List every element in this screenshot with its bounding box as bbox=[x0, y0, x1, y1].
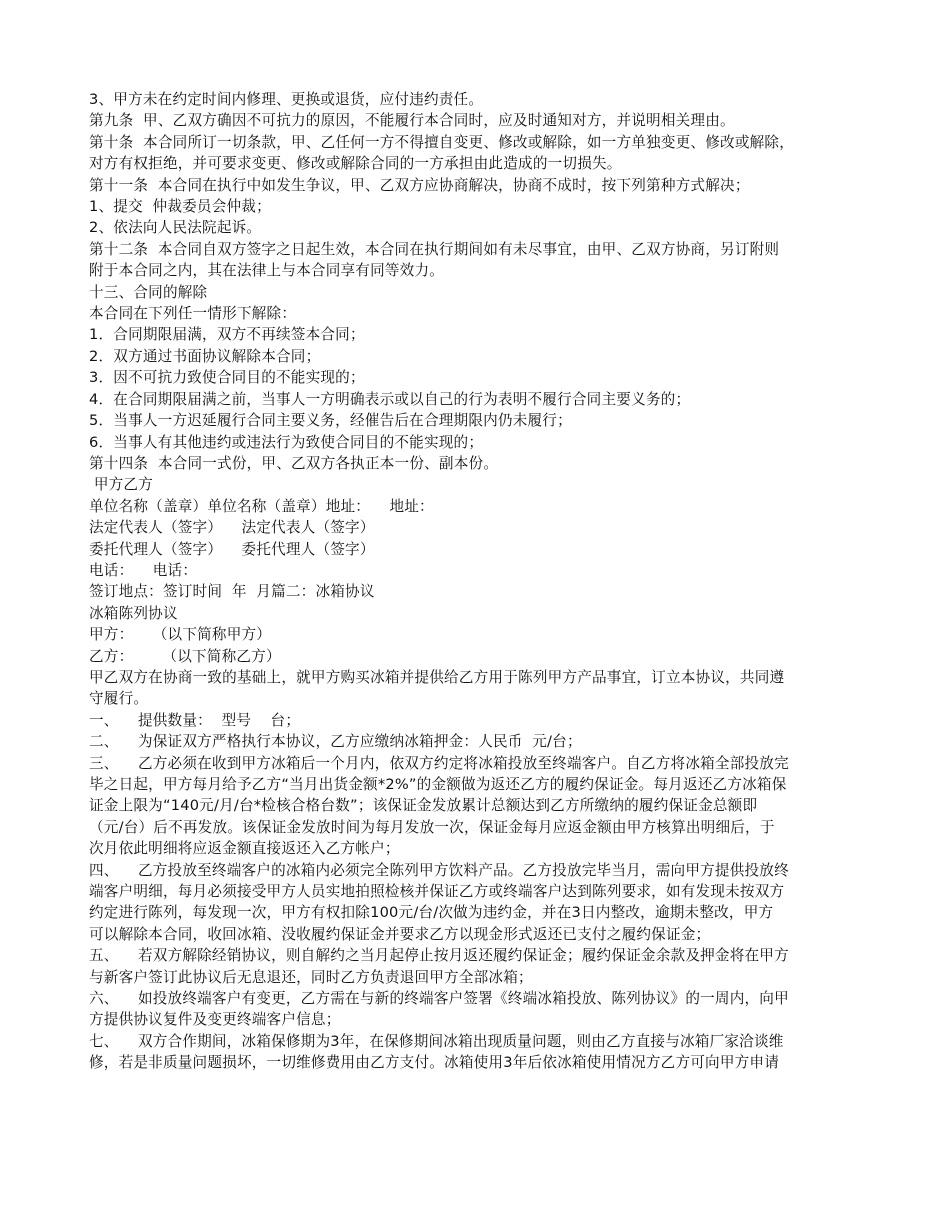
clause-line: 端客户明细，每月必须接受甲方人员实地拍照检核并保证乙方或终端客户达到陈列要求，如有发现未按双方 bbox=[89, 883, 785, 901]
list-item: 6．当事人有其他违约或违法行为致使合同目的不能实现的； bbox=[89, 433, 484, 451]
text-line: 守履行。 bbox=[89, 690, 149, 708]
text-line: 第十条 本合同所订一切条款，甲、乙任何一方不得擅自变更、修改或解除，如一方单独变更、修改或解除， bbox=[89, 133, 794, 151]
list-item: 4．在合同期限届满之前，当事人一方明确表示或以自己的行为表明不履行合同主要义务的； bbox=[89, 390, 691, 408]
text-line: 第十二条 本合同自双方签字之日起生效，本合同在执行期间如有未尽事宜，由甲、乙双方协商，另订附则 bbox=[89, 240, 780, 258]
text-line: 第十一条 本合同在执行中如发生争议，甲、乙双方应协商解决，协商不成时，按下列第种方式解决； bbox=[89, 176, 750, 194]
signature-header: 甲方乙方 bbox=[89, 476, 154, 494]
text-line: 第九条 甲、乙双方确因不可抗力的原因，不能履行本合同时，应及时通知对方，并说明相关理由。 bbox=[89, 112, 735, 130]
clause-line: 与新客户签订此协议后无息退还，同时乙方负责退回甲方全部冰箱； bbox=[89, 968, 533, 986]
text-line: 2、依法向人民法院起诉。 bbox=[89, 219, 262, 237]
section-heading: 十三、合同的解除 bbox=[89, 283, 208, 301]
clause-line: 证金上限为“140元/月/台*检核合格台数”；该保证金发放累计总额达到乙方所缴纳的履约保证金总额即 bbox=[89, 797, 758, 815]
list-item: 2．双方通过书面协议解除本合同； bbox=[89, 347, 321, 365]
text-line: 1、提交 仲裁委员会仲裁； bbox=[89, 198, 271, 216]
text-line: 3、甲方未在约定时间内修理、更换或退货，应付违约责任。 bbox=[89, 91, 484, 108]
text-line: 本合同在下列任一情形下解除： bbox=[89, 305, 297, 323]
signature-field: 签订地点：签订时间 年 月篇二：冰箱协议 bbox=[89, 583, 375, 601]
list-item: 5．当事人一方迟延履行合同主要义务，经催告后在合理期限内仍未履行； bbox=[89, 412, 572, 430]
clause-line: 次月依此明细将应返金额直接返还入乙方帐户； bbox=[89, 840, 400, 858]
text-line: 附于本合同之内，其在法律上与本合同享有同等效力。 bbox=[89, 262, 445, 280]
clause-line: 六、 如投放终端客户有变更，乙方需在与新的终端客户签署《终端冰箱投放、陈列协议》的一周内，向甲 bbox=[89, 990, 789, 1008]
signature-field: 法定代表人（签字） 法定代表人（签字） bbox=[89, 519, 375, 537]
clause-line: （元/台）后不再发放。该保证金发放时间为每月发放一次，保证金每月应返金额由甲方核算出明细后，于 bbox=[89, 818, 775, 836]
clause-line: 毕之日起，甲方每月给予乙方“当月出货金额*2%”的金额做为返还乙方的履约保证金。每月返还乙方冰箱保 bbox=[89, 776, 787, 793]
clause-line: 一、 提供数量： 型号 台； bbox=[89, 711, 301, 729]
text-line: 对方有权拒绝，并可要求变更、修改或解除合同的一方承担由此造成的一切损失。 bbox=[89, 155, 622, 173]
list-item: 1．合同期限届满，双方不再续签本合同； bbox=[89, 326, 365, 344]
party-line: 甲方： （以下简称甲方） bbox=[89, 626, 272, 644]
list-item: 3．因不可抗力致使合同目的不能实现的； bbox=[89, 369, 365, 387]
clause-line: 四、 乙方投放至终端客户的冰箱内必须完全陈列甲方饮料产品。乙方投放完毕当月，需向甲方提供投放终 bbox=[89, 861, 789, 879]
clause-line: 方提供协议复件及变更终端客户信息； bbox=[89, 1011, 341, 1029]
text-line: 第十四条 本合同一式份，甲、乙双方各执正本一份、副本份。 bbox=[89, 454, 499, 472]
text-line: 甲乙双方在协商一致的基础上，就甲方购买冰箱并提供给乙方用于陈列甲方产品事宜，订立本协议，共同遵 bbox=[89, 668, 785, 686]
clause-line: 五、 若双方解除经销协议，则自解约之当月起停止按月返还履约保证金；履约保证金余款及押金将在甲方 bbox=[89, 947, 789, 965]
document-body bbox=[89, 89, 864, 1074]
signature-field: 电话： 电话： bbox=[89, 561, 198, 579]
clause-line: 七、 双方合作期间，冰箱保修期为3年，在保修期间冰箱出现质量问题，则由乙方直接与冰箱厂家洽谈维 bbox=[89, 1032, 784, 1050]
signature-field: 单位名称（盖章）单位名称（盖章）地址： 地址： bbox=[89, 497, 434, 515]
signature-field: 委托代理人（签字） 委托代理人（签字） bbox=[89, 540, 375, 558]
clause-line: 二、 为保证双方严格执行本协议，乙方应缴纳冰箱押金：人民币 元/台； bbox=[89, 733, 582, 751]
clause-line: 约定进行陈列，每发现一次，甲方有权扣除100元/台/次做为违约金，并在3日内整改，逾期未整改，甲方 bbox=[89, 904, 774, 922]
clause-line: 可以解除本合同，收回冰箱、没收履约保证金并要求乙方以现金形式返还已支付之履约保证金； bbox=[89, 925, 711, 943]
clause-line: 修，若是非质量问题损坏，一切维修费用由乙方支付。冰箱使用3年后依冰箱使用情况方乙方可向甲方申请 bbox=[89, 1054, 780, 1072]
clause-line: 三、 乙方必须在收到甲方冰箱后一个月内，依双方约定将冰箱投放至终端客户。自乙方将冰箱全部投放完 bbox=[89, 754, 789, 772]
party-line: 乙方： （以下简称乙方） bbox=[89, 647, 281, 665]
agreement-title: 冰箱陈列协议 bbox=[89, 604, 178, 622]
